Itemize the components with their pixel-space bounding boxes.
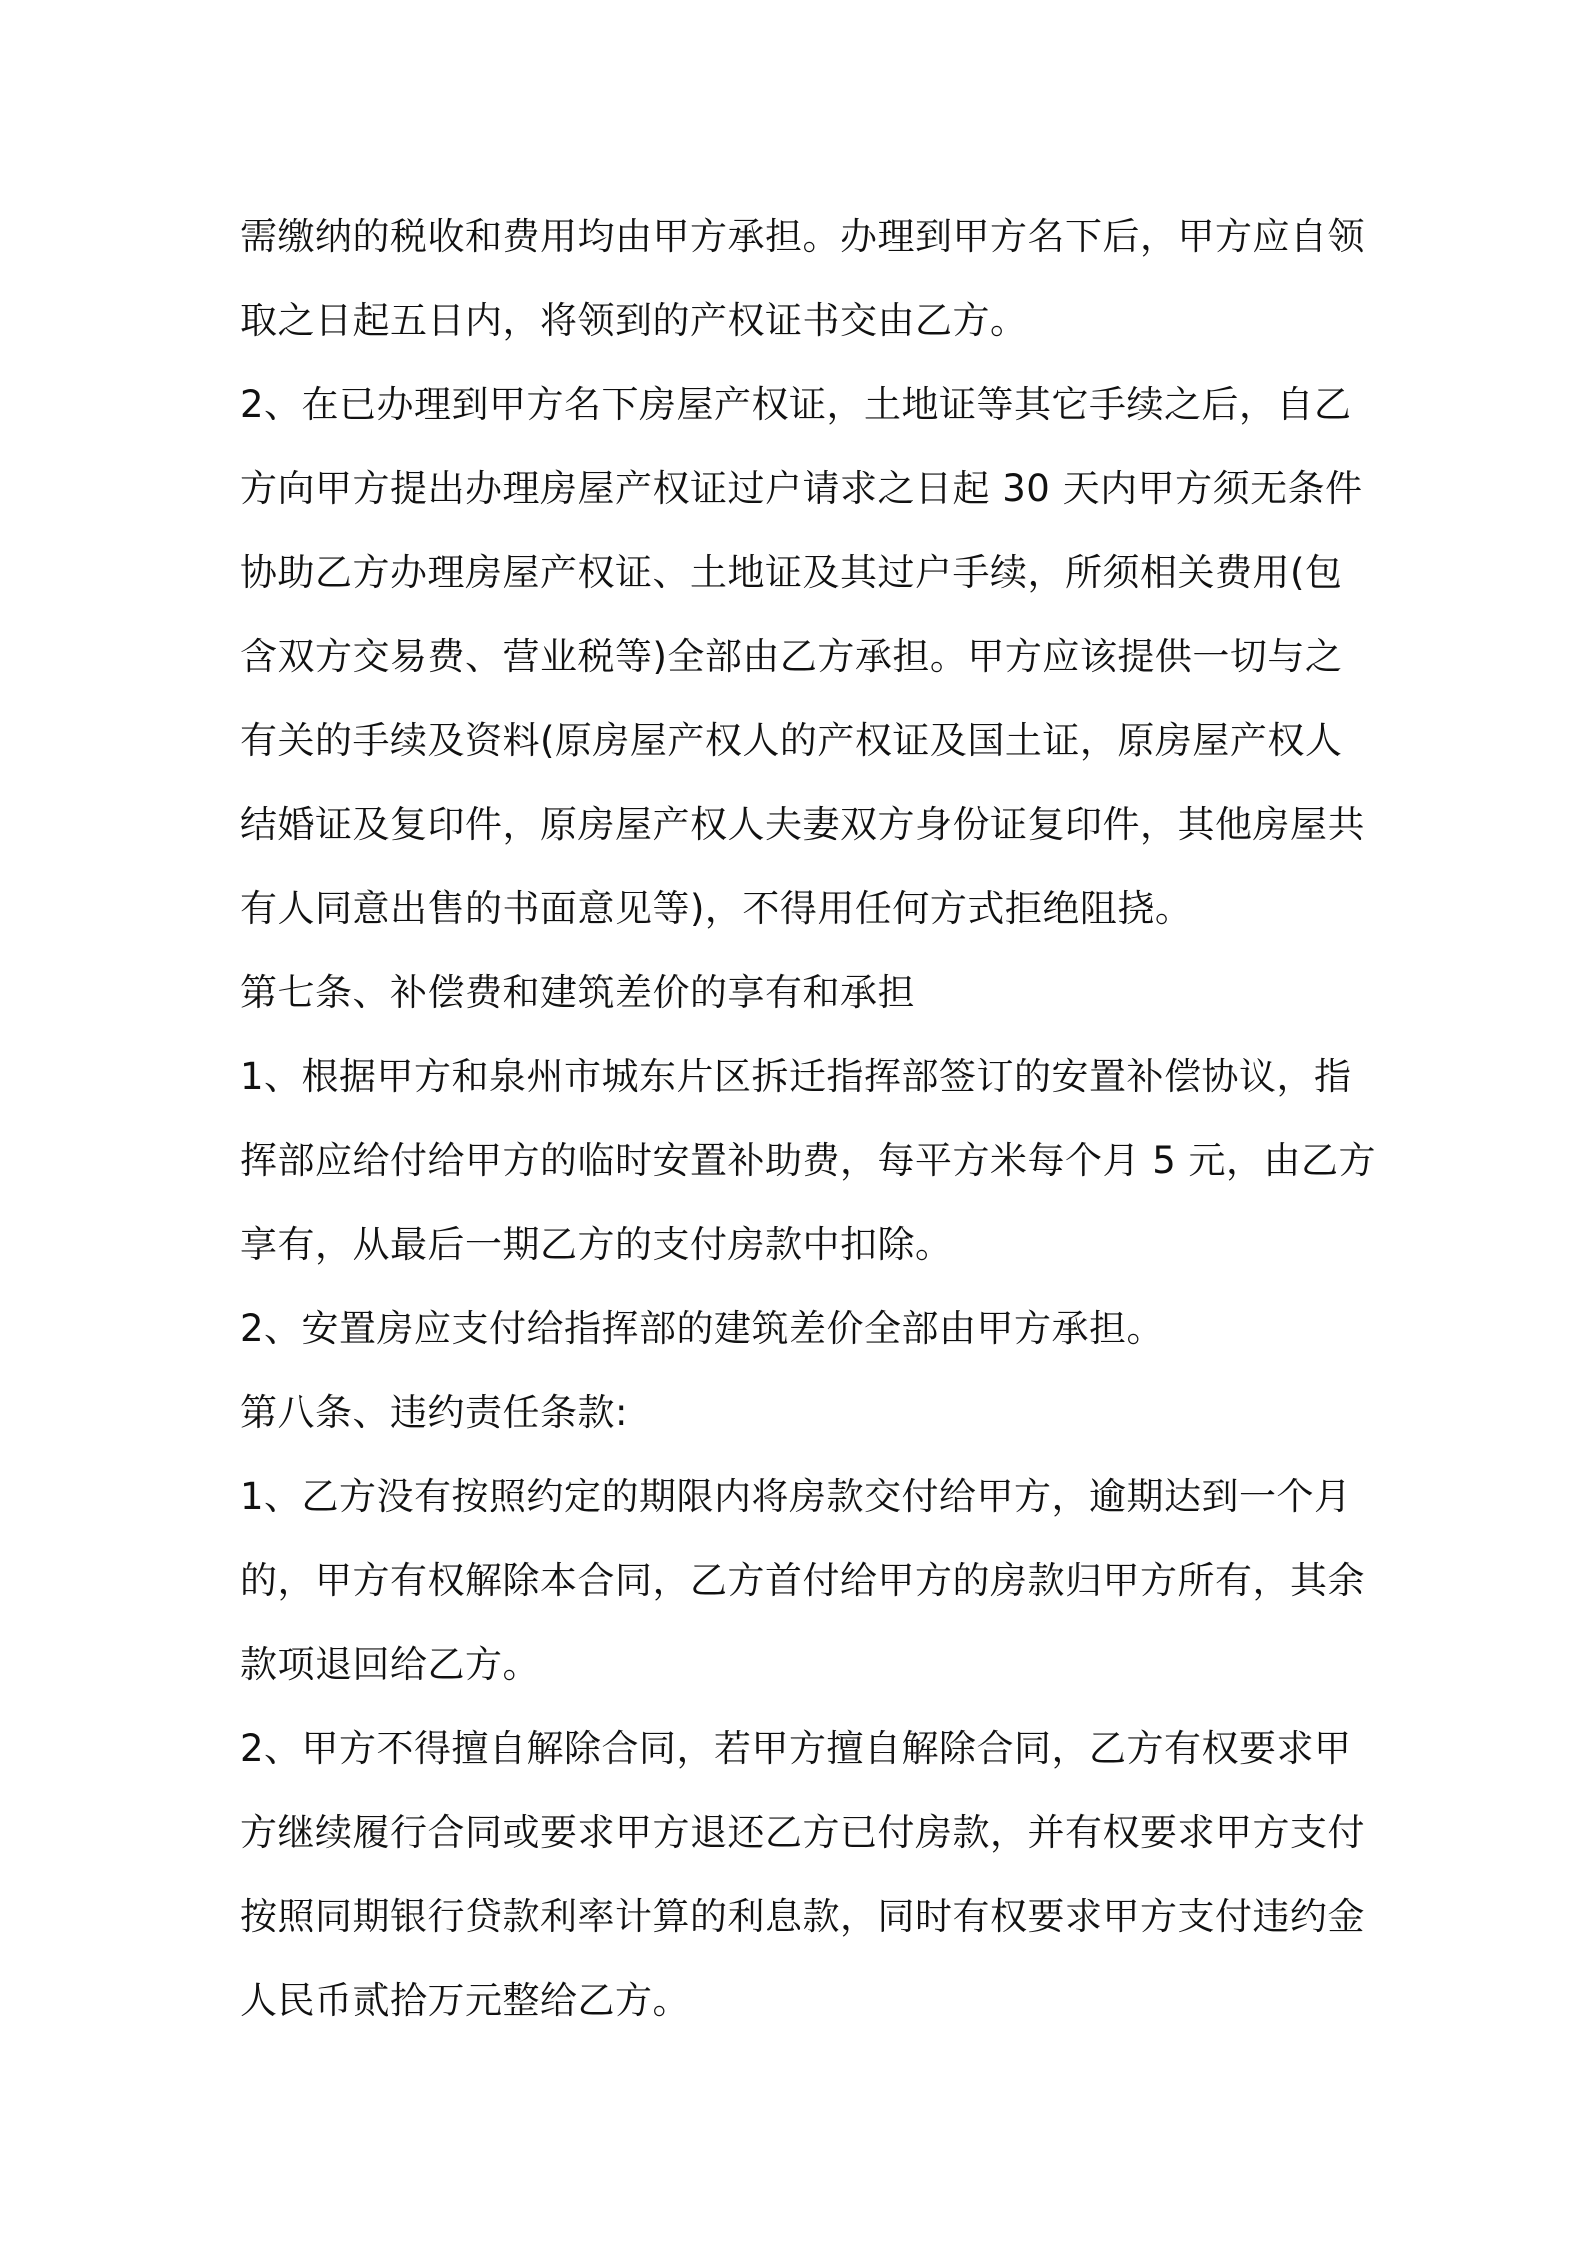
text-line: 方继续履行合同或要求甲方退还乙方已付房款，并有权要求甲方支付 xyxy=(240,1811,1365,1854)
article-heading: 第八条、违约责任条款: xyxy=(240,1391,628,1434)
text-line: 方向甲方提出办理房屋产权证过户请求之日起 30 天内甲方须无条件 xyxy=(240,467,1363,510)
text-line: 的，甲方有权解除本合同，乙方首付给甲方的房款归甲方所有，其余 xyxy=(240,1559,1365,1602)
text-line: 1、根据甲方和泉州市城东片区拆迁指挥部签订的安置补偿协议，指 xyxy=(240,1055,1352,1098)
text-line: 2、安置房应支付给指挥部的建筑差价全部由甲方承担。 xyxy=(240,1307,1165,1350)
text-line: 有人同意出售的书面意见等)，不得用任何方式拒绝阻挠。 xyxy=(240,887,1193,930)
article-heading: 第七条、补偿费和建筑差价的享有和承担 xyxy=(240,971,915,1014)
contract-body-text xyxy=(240,195,1377,2043)
text-line: 人民币贰拾万元整给乙方。 xyxy=(240,1979,690,2022)
text-line: 结婚证及复印件，原房屋产权人夫妻双方身份证复印件，其他房屋共 xyxy=(240,803,1365,846)
text-line: 需缴纳的税收和费用均由甲方承担。办理到甲方名下后，甲方应自领 xyxy=(240,215,1365,258)
text-line: 取之日起五日内，将领到的产权证书交由乙方。 xyxy=(240,299,1028,342)
text-line: 协助乙方办理房屋产权证、土地证及其过户手续，所须相关费用(包 xyxy=(240,551,1343,594)
text-line: 享有，从最后一期乙方的支付房款中扣除。 xyxy=(240,1223,953,1266)
text-line: 按照同期银行贷款利率计算的利息款，同时有权要求甲方支付违约金 xyxy=(240,1895,1365,1938)
text-line: 2、在已办理到甲方名下房屋产权证，土地证等其它手续之后，自乙 xyxy=(240,383,1352,426)
text-line: 1、乙方没有按照约定的期限内将房款交付给甲方，逾期达到一个月 xyxy=(240,1475,1352,1518)
text-line: 含双方交易费、营业税等)全部由乙方承担。甲方应该提供一切与之 xyxy=(240,635,1343,678)
text-line: 款项退回给乙方。 xyxy=(240,1643,540,1686)
text-line: 有关的手续及资料(原房屋产权人的产权证及国土证，原房屋产权人 xyxy=(240,719,1343,762)
text-line: 2、甲方不得擅自解除合同，若甲方擅自解除合同，乙方有权要求甲 xyxy=(240,1727,1352,1770)
text-line: 挥部应给付给甲方的临时安置补助费，每平方米每个月 5 元，由乙方 xyxy=(240,1139,1377,1182)
